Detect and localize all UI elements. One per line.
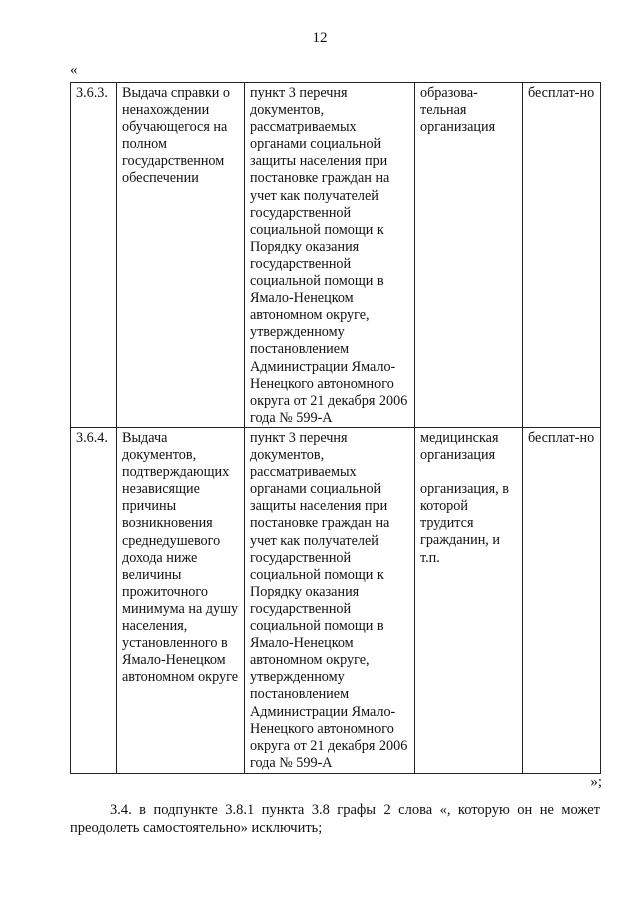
opening-quote: « [70, 62, 78, 78]
legal-basis-cell: пункт 3 перечня документов, рассматриваемых органами социальной защиты населения при постановке граждан на учет как получателей государственной социальной помощи к Порядку оказания государственной социальной помощи в Ямало-Ненецком автономном округе, утвержденному постановлением Администрации Ямало-Ненецкого автономного округа от 21 декабря 2006 года № 599-А [245, 83, 415, 428]
service-name-cell: Выдача документов, подтверждающих независящие причины возникновения среднедушевого дохода ниже величины прожиточного минимума на душу населения, установленного в Ямало-Ненецком автономном округе [117, 428, 245, 774]
table-row [71, 428, 601, 774]
row-number-cell: 3.6.4. [71, 428, 117, 774]
services-table [70, 82, 601, 774]
closing-quote: »; [590, 774, 602, 790]
table-row [71, 83, 601, 428]
fee-cell: бесплат-но [523, 428, 601, 774]
organization-text: организация, в которой трудится гражданин, и т.п. [420, 481, 509, 566]
spacer [420, 464, 517, 481]
organization-cell [415, 83, 523, 428]
fee-cell: бесплат-но [523, 83, 601, 428]
legal-basis-cell: пункт 3 перечня документов, рассматриваемых органами социальной защиты населения при постановке граждан на учет как получателей государственной социальной помощи к Порядку оказания государственной социальной помощи в Ямало-Ненецком автономном округе, утвержденному постановлением Администрации Ямало-Ненецкого автономного округа от 21 декабря 2006 года № 599-А [245, 428, 415, 774]
organization-text: медицинская организация [420, 430, 499, 464]
service-name-cell: Выдача справки о ненахождении обучающегося на полном государственном обеспечении [117, 83, 245, 428]
page-number: 12 [312, 30, 328, 46]
row-number-cell: 3.6.3. [71, 83, 117, 428]
amendment-paragraph: 3.4. в подпункте 3.8.1 пункта 3.8 графы 2 слова «, которую он не может преодолеть самостоятельно» исключить; [70, 802, 600, 836]
organization-text: образова-тельная организация [420, 85, 496, 136]
organization-cell [415, 428, 523, 774]
